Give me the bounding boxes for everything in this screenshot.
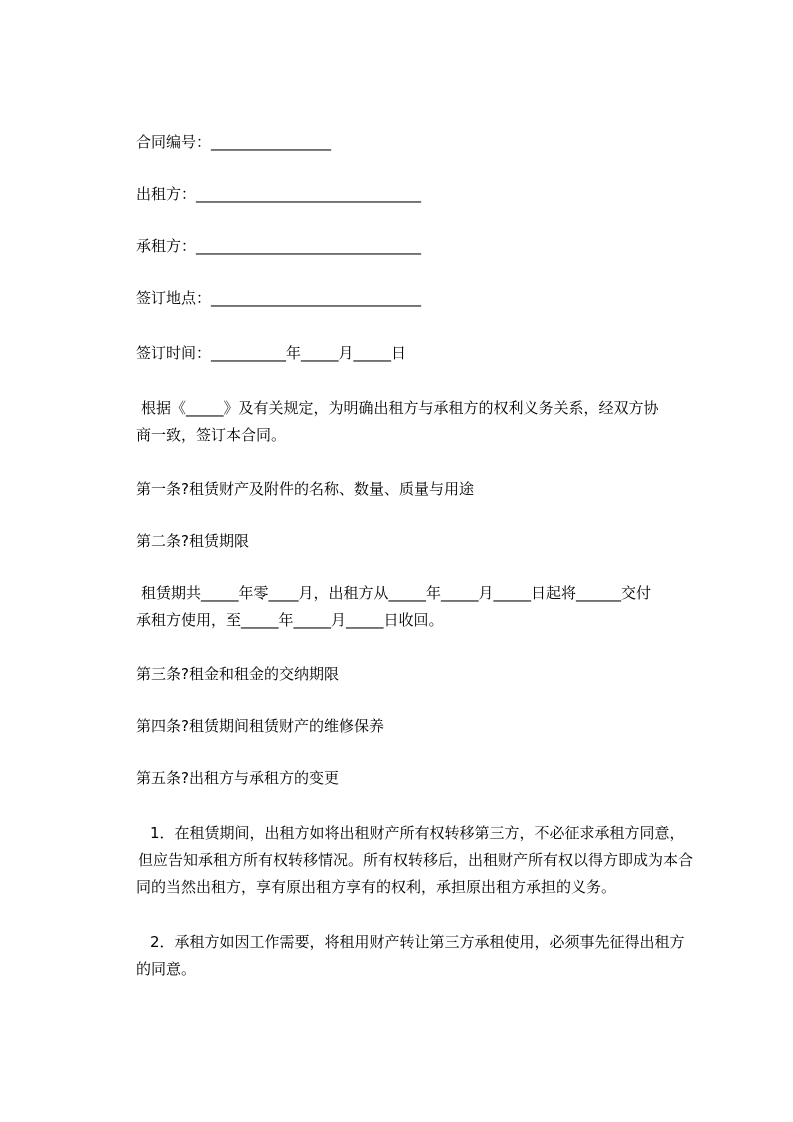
article-2-line-2: 承租方使用，至_____年_____月_____日收回。 <box>136 611 444 629</box>
article-3-heading: 第三条?租金和租金的交纳期限 <box>136 665 339 683</box>
signing-place-field: 签订地点：____________________________ <box>136 289 422 307</box>
clause-2-line-1: 2．承租方如因工作需要，将租用财产转让第三方承租使用，必须事先征得出租方 <box>150 933 685 951</box>
clause-2-line-2: 的同意。 <box>136 960 197 978</box>
signing-time-field: 签订时间：__________年_____月_____日 <box>136 344 407 362</box>
contract-number-field: 合同编号：________________ <box>136 133 332 151</box>
preamble-line-2: 商一致，签订本合同。 <box>136 426 287 444</box>
clause-1-line-1: 1．在租赁期间，出租方如将出租财产所有权转移第三方，不必征求承租方同意， <box>150 824 685 842</box>
lessee-field: 承租方：______________________________ <box>136 237 422 255</box>
article-4-heading: 第四条?租赁期间租赁财产的维修保养 <box>136 717 384 735</box>
lessor-field: 出租方：______________________________ <box>136 185 422 203</box>
clause-1-line-2: 但应告知承租方所有权转移情况。所有权转移后，出租财产所有权以得方即成为本合 <box>138 851 694 869</box>
article-2-line-1: 租赁期共_____年零____月，出租方从_____年_____月_____日起将______交付 <box>141 584 652 602</box>
article-2-heading: 第二条?租赁期限 <box>136 532 249 550</box>
article-1-heading: 第一条?租赁财产及附件的名称、数量、质量与用途 <box>136 480 474 498</box>
preamble-line-1: 根据《_____》及有关规定，为明确出租方与承租方的权利义务关系，经双方协 <box>141 399 659 417</box>
clause-1-line-3: 同的当然出租方，享有原出租方享有的权利，承担原出租方承担的义务。 <box>136 878 617 896</box>
article-5-heading: 第五条?出租方与承租方的变更 <box>136 769 339 787</box>
